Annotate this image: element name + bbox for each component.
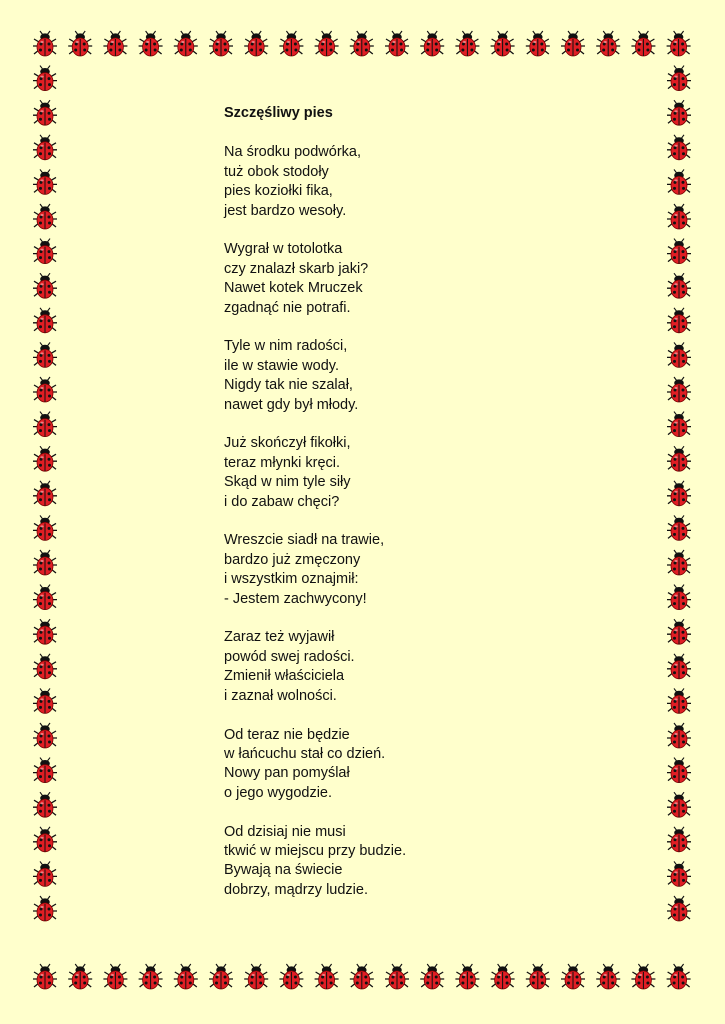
poem-line: o jego wygodzie. bbox=[224, 784, 333, 801]
ladybug-icon bbox=[33, 135, 57, 160]
poem-body bbox=[224, 143, 624, 900]
poem-line: Nawet kotek Mruczek bbox=[224, 280, 363, 297]
poem-line: Wreszcie siadł na trawie, bbox=[224, 532, 385, 549]
poem-line: Skąd w nim tyle siły bbox=[224, 474, 351, 491]
ladybug-icon bbox=[33, 31, 57, 56]
poem-line: Zaraz też wyjawił bbox=[224, 629, 335, 646]
poem-line: dobrzy, mądrzy ludzie. bbox=[224, 881, 368, 898]
ladybug-icon bbox=[33, 861, 57, 886]
ladybug-icon bbox=[667, 135, 691, 160]
ladybug-icon bbox=[455, 31, 479, 56]
ladybug-icon bbox=[33, 688, 57, 713]
ladybug-icon bbox=[667, 515, 691, 540]
poem-line: zgadnąć nie potrafi. bbox=[224, 299, 351, 316]
poem-line: Tyle w nim radości, bbox=[224, 338, 348, 355]
ladybug-icon bbox=[103, 964, 127, 989]
poem-line: bardzo już zmęczony bbox=[224, 551, 361, 568]
ladybug-icon bbox=[33, 585, 57, 610]
ladybug-icon bbox=[33, 204, 57, 229]
ladybug-icon bbox=[350, 964, 374, 989]
ladybug-icon bbox=[631, 964, 655, 989]
ladybug-icon bbox=[33, 550, 57, 575]
ladybug-icon bbox=[667, 412, 691, 437]
ladybug-icon bbox=[561, 964, 585, 989]
ladybug-icon bbox=[33, 239, 57, 264]
poem-line: Od dzisiaj nie musi bbox=[224, 823, 346, 840]
ladybug-icon bbox=[209, 964, 233, 989]
poem-line: tuż obok stodoły bbox=[224, 163, 329, 180]
poem-line: ile w stawie wody. bbox=[224, 357, 339, 374]
ladybug-icon bbox=[315, 31, 339, 56]
poem-line: i zaznał wolności. bbox=[224, 687, 337, 704]
poem-line: Zmienił właściciela bbox=[224, 668, 345, 685]
ladybug-icon bbox=[667, 308, 691, 333]
ladybug-icon bbox=[33, 619, 57, 644]
ladybug-icon bbox=[244, 31, 268, 56]
ladybug-icon bbox=[33, 342, 57, 367]
stanza-6 bbox=[224, 628, 624, 706]
ladybug-icon bbox=[209, 31, 233, 56]
ladybug-icon bbox=[33, 792, 57, 817]
ladybug-icon bbox=[667, 481, 691, 506]
ladybug-icon bbox=[667, 619, 691, 644]
ladybug-icon bbox=[244, 964, 268, 989]
ladybug-icon bbox=[33, 827, 57, 852]
ladybug-icon bbox=[33, 446, 57, 471]
ladybug-icon bbox=[667, 861, 691, 886]
poem-line: teraz młynki kręci. bbox=[224, 454, 341, 471]
ladybug-icon bbox=[667, 377, 691, 402]
ladybug-icon bbox=[33, 896, 57, 921]
ladybug-icon bbox=[667, 169, 691, 194]
ladybug-icon bbox=[667, 964, 691, 989]
poem bbox=[224, 104, 624, 920]
ladybug-icon bbox=[491, 964, 515, 989]
stanza-2 bbox=[224, 240, 624, 318]
ladybug-icon bbox=[33, 66, 57, 91]
ladybug-icon bbox=[33, 169, 57, 194]
ladybug-icon bbox=[315, 964, 339, 989]
ladybug-icon bbox=[33, 481, 57, 506]
stanza-5 bbox=[224, 531, 624, 609]
poem-line: nawet gdy był młody. bbox=[224, 396, 359, 413]
poem-line: pies koziołki fika, bbox=[224, 183, 333, 200]
ladybug-icon bbox=[33, 100, 57, 125]
ladybug-icon bbox=[667, 827, 691, 852]
ladybug-icon bbox=[33, 723, 57, 748]
ladybug-icon bbox=[667, 585, 691, 610]
poem-line: - Jestem zachwycony! bbox=[224, 590, 367, 607]
poem-line: i wszystkim oznajmił: bbox=[224, 571, 359, 588]
ladybug-icon bbox=[596, 31, 620, 56]
poem-title: Szczęśliwy pies bbox=[224, 105, 333, 121]
ladybug-icon bbox=[667, 723, 691, 748]
ladybug-icon bbox=[667, 100, 691, 125]
ladybug-icon bbox=[33, 758, 57, 783]
ladybug-icon bbox=[174, 31, 198, 56]
ladybug-icon bbox=[385, 964, 409, 989]
poem-line: Nigdy tak nie szalał, bbox=[224, 377, 353, 394]
ladybug-icon bbox=[491, 31, 515, 56]
ladybug-icon bbox=[667, 273, 691, 298]
poem-line: i do zabaw chęci? bbox=[224, 493, 340, 510]
poem-line: Na środku podwórka, bbox=[224, 144, 362, 161]
poem-line: Bywają na świecie bbox=[224, 862, 343, 879]
ladybug-icon bbox=[68, 31, 92, 56]
ladybug-icon bbox=[561, 31, 585, 56]
ladybug-icon bbox=[667, 239, 691, 264]
ladybug-icon bbox=[667, 446, 691, 471]
ladybug-icon bbox=[33, 964, 57, 989]
ladybug-icon bbox=[350, 31, 374, 56]
stanza-8 bbox=[224, 823, 624, 901]
ladybug-icon bbox=[139, 964, 163, 989]
poem-line: powód swej radości. bbox=[224, 648, 355, 665]
ladybug-icon bbox=[279, 31, 303, 56]
ladybug-icon bbox=[385, 31, 409, 56]
ladybug-icon bbox=[526, 964, 550, 989]
ladybug-icon bbox=[631, 31, 655, 56]
ladybug-icon bbox=[667, 550, 691, 575]
ladybug-icon bbox=[667, 66, 691, 91]
ladybug-icon bbox=[103, 31, 127, 56]
ladybug-icon bbox=[455, 964, 479, 989]
stanza-3 bbox=[224, 337, 624, 415]
poem-line: Od teraz nie będzie bbox=[224, 726, 350, 743]
ladybug-icon bbox=[279, 964, 303, 989]
ladybug-icon bbox=[596, 964, 620, 989]
ladybug-icon bbox=[33, 273, 57, 298]
ladybug-icon bbox=[33, 654, 57, 679]
ladybug-icon bbox=[139, 31, 163, 56]
ladybug-icon bbox=[667, 792, 691, 817]
poem-line: Wygrał w totolotka bbox=[224, 241, 343, 258]
ladybug-icon bbox=[33, 308, 57, 333]
poem-line: Już skończył fikołki, bbox=[224, 435, 351, 452]
poem-line: jest bardzo wesoły. bbox=[224, 202, 347, 219]
stanza-1 bbox=[224, 143, 624, 221]
poem-line: czy znalazł skarb jaki? bbox=[224, 260, 369, 277]
poem-line: w łańcuchu stał co dzień. bbox=[224, 745, 386, 762]
poem-line: tkwić w miejscu przy budzie. bbox=[224, 842, 407, 859]
ladybug-icon bbox=[33, 515, 57, 540]
ladybug-icon bbox=[667, 654, 691, 679]
ladybug-icon bbox=[33, 377, 57, 402]
ladybug-icon bbox=[526, 31, 550, 56]
ladybug-icon bbox=[33, 412, 57, 437]
stanza-4 bbox=[224, 434, 624, 512]
ladybug-icon bbox=[667, 688, 691, 713]
ladybug-icon bbox=[174, 964, 198, 989]
ladybug-icon bbox=[667, 31, 691, 56]
ladybug-icon bbox=[667, 204, 691, 229]
ladybug-icon bbox=[420, 31, 444, 56]
poem-line: Nowy pan pomyślał bbox=[224, 765, 350, 782]
ladybug-icon bbox=[667, 896, 691, 921]
ladybug-icon bbox=[667, 342, 691, 367]
stanza-7 bbox=[224, 726, 624, 804]
ladybug-icon bbox=[420, 964, 444, 989]
ladybug-icon bbox=[68, 964, 92, 989]
ladybug-icon bbox=[667, 758, 691, 783]
